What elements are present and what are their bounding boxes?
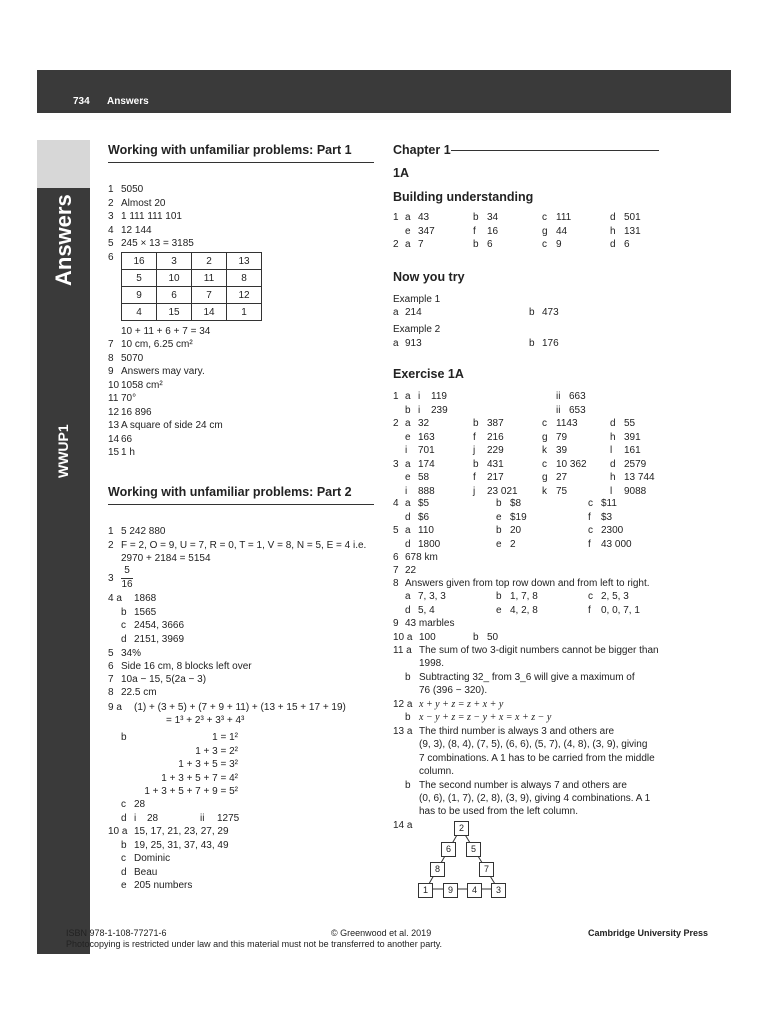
answer-cell: b xyxy=(473,212,479,223)
answer-cell: 34 xyxy=(487,212,499,223)
answer-cell: b xyxy=(473,418,479,429)
answer-cell: c xyxy=(542,239,547,250)
answer-cell: f xyxy=(473,472,476,483)
list-item-text: 1868 xyxy=(134,593,157,604)
answer-cell: $5 xyxy=(418,498,430,509)
q11b-text: Subtracting 32_ from 3_6 will give a maximum of xyxy=(419,672,635,683)
answer-cell: 5 xyxy=(393,525,399,536)
sum-line: 1 + 3 = 2² xyxy=(195,745,238,757)
answer-cell: 176 xyxy=(542,338,559,349)
table-row xyxy=(122,287,262,304)
table-cell: 16 xyxy=(122,253,157,270)
sidebar-tab xyxy=(37,140,90,188)
answer-cell: f xyxy=(588,511,591,523)
answer-cell: e xyxy=(496,604,502,616)
answer-cell: 701 xyxy=(418,445,435,456)
ex2-label: Example 2 xyxy=(393,324,441,335)
q11b-text2: 76 (396 − 320). xyxy=(419,685,488,696)
q13a-label: 13 a xyxy=(393,726,413,737)
triangle-box: 3 xyxy=(491,883,506,898)
answer-cell: a xyxy=(405,212,411,223)
answer-cell: $3 xyxy=(601,511,613,523)
list-item-text: Almost 20 xyxy=(121,197,166,209)
answer-cell: 239 xyxy=(431,404,448,416)
triangle-box: 1 xyxy=(418,883,433,898)
chapter-rule xyxy=(451,150,659,151)
p2-q5-text: 34% xyxy=(121,648,142,659)
answer-cell: d xyxy=(610,212,616,223)
answer-cell: 10 362 xyxy=(556,458,587,470)
p2-q9d-text: 28 xyxy=(147,813,159,824)
answer-cell: 2 xyxy=(510,538,516,550)
list-item-label: b xyxy=(121,839,127,851)
answer-cell: 347 xyxy=(418,225,435,237)
answer-cell: e xyxy=(496,511,502,523)
answer-cell: e xyxy=(405,431,411,443)
answer-cell: d xyxy=(610,418,616,429)
table-row xyxy=(122,253,262,270)
list-item-text: A square of side 24 cm xyxy=(121,420,223,431)
answer-cell: 13 744 xyxy=(624,472,655,483)
answer-cell: 32 xyxy=(418,418,430,429)
header-section: Answers xyxy=(107,96,149,107)
answer-cell: 431 xyxy=(487,458,504,470)
answer-cell: 1800 xyxy=(418,538,441,550)
triangle-box: 5 xyxy=(466,842,481,857)
q7-text: 22 xyxy=(405,565,417,576)
answer-cell: i xyxy=(405,485,408,497)
p2-q6-text: Side 16 cm, 8 blocks left over xyxy=(121,661,252,672)
p2-q6-num: 6 xyxy=(108,661,114,672)
table-cell: 10 xyxy=(157,270,192,287)
answer-cell: 16 xyxy=(487,225,499,237)
answer-cell: 387 xyxy=(487,418,504,429)
answer-cell: $11 xyxy=(601,498,617,509)
triangle-box: 4 xyxy=(467,883,482,898)
q13b-text2: (0, 6), (1, 7), (2, 8), (3, 9), giving 4 combinations. A 1 xyxy=(419,793,651,804)
answer-cell: c xyxy=(542,458,547,470)
table-row xyxy=(122,270,262,287)
list-item-text: 1 111 111 101 xyxy=(121,211,182,222)
sum-line: 1 + 3 + 5 + 7 = 4² xyxy=(161,772,238,784)
list-item-label: c xyxy=(121,620,126,631)
list-item-label: c xyxy=(121,853,126,864)
answer-cell: b xyxy=(496,591,502,602)
answer-cell: 110 xyxy=(418,525,434,536)
list-item-text: 5050 xyxy=(121,184,144,195)
answer-cell: 913 xyxy=(405,338,422,349)
p2-q9a-label: 9 a xyxy=(108,702,122,713)
list-item-label: d xyxy=(121,866,127,878)
table-cell: 15 xyxy=(157,304,192,321)
answer-cell: 4 xyxy=(393,498,399,509)
answer-cell: f xyxy=(588,538,591,550)
footer-publisher: Cambridge University Press xyxy=(588,928,709,938)
magic-square xyxy=(121,252,262,321)
answer-cell: c xyxy=(588,591,593,602)
answer-cell: f xyxy=(588,604,591,616)
page-number: 734 xyxy=(73,96,90,107)
sidebar-answers-label: Answers xyxy=(51,194,76,286)
table-cell: 7 xyxy=(192,287,227,304)
answer-cell: c xyxy=(542,418,547,429)
answer-cell: $6 xyxy=(418,511,430,523)
answer-cell: a xyxy=(405,458,411,470)
list-item-text: 19, 25, 31, 37, 43, 49 xyxy=(134,839,229,851)
answer-cell: 9 xyxy=(556,239,562,250)
answer-cell: f xyxy=(473,431,476,443)
triangle-box: 6 xyxy=(441,842,456,857)
list-item-number: 11 xyxy=(108,393,119,404)
p2-q2-text: F = 2, O = 9, U = 7, R = 0, T = 1, V = 8, N = 5, E = 4 i.e. xyxy=(121,540,367,551)
answer-cell: 58 xyxy=(418,472,430,483)
answer-cell: 5, 4 xyxy=(418,604,435,616)
answer-cell: ii xyxy=(556,391,561,402)
answer-cell: j xyxy=(473,445,476,456)
list-item-text: 245 × 13 = 3185 xyxy=(121,238,194,249)
answer-cell: d xyxy=(405,604,411,616)
answer-cell: a xyxy=(405,391,411,402)
list-item-text: 1565 xyxy=(134,606,157,618)
answer-cell: 161 xyxy=(624,445,641,456)
sum-line: 1 + 3 + 5 + 7 + 9 = 5² xyxy=(144,786,238,797)
table-cell: 4 xyxy=(122,304,157,321)
answer-cell: b xyxy=(529,307,535,318)
answer-cell: h xyxy=(610,225,616,237)
p2-q7-num: 7 xyxy=(108,674,114,685)
p2-q1-num: 1 xyxy=(108,526,114,537)
list-item-text: 1 h xyxy=(121,447,135,458)
answer-cell: 217 xyxy=(487,472,504,483)
q14-label: 14 a xyxy=(393,820,413,831)
q13a-text2: (9, 3), (8, 4), (7, 5), (6, 6), (5, 7), (4, 8), (3, 9), giving xyxy=(419,739,648,750)
answer-cell: 1, 7, 8 xyxy=(510,591,538,602)
list-item-text: Dominic xyxy=(134,853,171,864)
list-item-text: 10 cm, 6.25 cm² xyxy=(121,339,193,350)
list-item-number: 14 xyxy=(108,433,120,445)
answer-cell: 131 xyxy=(624,225,641,237)
p2-q9b-label: b xyxy=(121,732,127,743)
answer-cell: a xyxy=(405,525,411,536)
answer-cell: d xyxy=(610,458,616,470)
answer-cell: a xyxy=(405,498,411,509)
p2-q2-text2: 2970 + 2184 = 5154 xyxy=(121,553,211,564)
p2-q3-numerator: 5 xyxy=(124,565,130,576)
part2-title: Working with unfamiliar problems: Part 2 xyxy=(108,485,352,499)
answer-cell: 1143 xyxy=(556,418,578,429)
list-item-number: 12 xyxy=(108,406,120,418)
answer-cell: c xyxy=(542,212,547,223)
list-item-number: 3 xyxy=(108,211,114,222)
q11a-text2: 1998. xyxy=(419,658,445,669)
q12a-label: 12 a xyxy=(393,699,413,710)
footer-isbn: ISBN 978-1-108-77271-6 xyxy=(66,928,167,938)
answer-cell: b xyxy=(496,525,502,536)
p2-q8-num: 8 xyxy=(108,687,114,698)
answer-cell: a xyxy=(393,338,399,349)
answer-cell: 43 xyxy=(418,212,430,223)
q10-label: 10 a xyxy=(393,632,413,643)
sum-line: 1 + 3 + 5 = 3² xyxy=(178,759,238,770)
list-item-label: e xyxy=(121,880,127,891)
list-item-number: 5 xyxy=(108,238,114,249)
answer-cell: l xyxy=(610,445,613,456)
q10-a: 100 xyxy=(419,632,436,643)
answer-cell: e xyxy=(405,225,411,237)
answer-cell: g xyxy=(542,225,548,237)
q12b-label: b xyxy=(405,712,411,723)
answer-cell: c xyxy=(588,525,593,536)
q6-num: 6 xyxy=(393,552,399,563)
answer-cell: 7 xyxy=(418,239,424,250)
answer-cell: 75 xyxy=(556,485,568,497)
answer-cell: e xyxy=(405,472,411,483)
answer-cell: 55 xyxy=(624,418,636,429)
list-item-text: Beau xyxy=(134,866,158,878)
table-cell: 5 xyxy=(122,270,157,287)
ex-title: Exercise 1A xyxy=(393,367,464,381)
table-cell: 1 xyxy=(227,304,262,321)
sidebar xyxy=(37,188,90,954)
answer-cell: a xyxy=(393,307,399,318)
p2-q9d-i: i xyxy=(134,813,137,824)
q11a-text: The sum of two 3-digit numbers cannot be bigger than xyxy=(419,645,659,656)
answer-cell: 501 xyxy=(624,212,641,223)
triangle-box: 7 xyxy=(479,862,494,877)
answer-cell: k xyxy=(542,485,547,497)
answer-cell: a xyxy=(405,418,411,429)
list-item-text: 205 numbers xyxy=(134,880,193,891)
header-bar xyxy=(37,70,731,113)
answer-cell: d xyxy=(610,239,616,250)
answer-cell: a xyxy=(405,591,411,602)
table-cell: 3 xyxy=(157,253,192,270)
answer-cell: 119 xyxy=(431,391,447,402)
magic-sum: 10 + 11 + 6 + 7 = 34 xyxy=(121,326,211,337)
table-cell: 6 xyxy=(157,287,192,304)
answer-cell: 473 xyxy=(542,307,559,318)
q13b-label: b xyxy=(405,780,411,791)
q11b-label: b xyxy=(405,672,411,683)
answer-cell: h xyxy=(610,472,616,483)
answer-cell: 7, 3, 3 xyxy=(418,591,446,602)
list-item-number: 7 xyxy=(108,339,114,350)
list-item-label: d xyxy=(121,633,127,645)
answer-cell: b xyxy=(473,458,479,470)
answer-cell: 391 xyxy=(624,431,641,443)
q6-text: 678 km xyxy=(405,552,438,563)
answer-cell: e xyxy=(496,538,502,550)
list-item-label: 4 a xyxy=(108,593,122,604)
p2-q7-text: 10a − 15, 5(2a − 3) xyxy=(121,674,207,685)
sum-line: 1 = 1² xyxy=(212,732,238,743)
answer-cell: 2300 xyxy=(601,525,624,536)
answer-cell: c xyxy=(588,498,593,509)
answer-cell: d xyxy=(405,511,411,523)
table-cell: 14 xyxy=(192,304,227,321)
list-item-text: 70° xyxy=(121,393,137,404)
p2-q9c-text: 28 xyxy=(134,799,146,810)
triangle-box: 2 xyxy=(454,821,469,836)
q7-num: 7 xyxy=(393,565,399,576)
answer-cell: 43 000 xyxy=(601,538,632,550)
list-item-text: 15, 17, 21, 23, 27, 29 xyxy=(134,826,229,837)
list-item-text: 2151, 3969 xyxy=(134,633,185,645)
list-item-text: 2454, 3666 xyxy=(134,620,185,631)
q13b-text3: has to be used from the left column. xyxy=(419,806,578,817)
answer-cell: 653 xyxy=(569,404,586,416)
list-item-number: 9 xyxy=(108,366,114,377)
list-item-text: 1058 cm² xyxy=(121,379,163,391)
answer-cell: 0, 0, 7, 1 xyxy=(601,604,640,616)
answer-cell: 214 xyxy=(405,307,422,318)
list-item-number: 8 xyxy=(108,352,114,364)
answer-cell: 4, 2, 8 xyxy=(510,604,538,616)
list-item-number: 10 xyxy=(108,379,120,391)
table-row xyxy=(122,304,262,321)
answer-cell: 2 xyxy=(393,239,399,250)
answer-cell: 23 021 xyxy=(487,485,518,497)
triangle-box: 8 xyxy=(430,862,445,877)
q13a-text4: column. xyxy=(419,766,455,777)
list-item-number: 15 xyxy=(108,447,120,458)
list-item-number: 1 xyxy=(108,184,114,195)
table-cell: 2 xyxy=(192,253,227,270)
answer-cell: b xyxy=(405,404,411,416)
bu-title: Building understanding xyxy=(393,190,534,204)
answer-cell: l xyxy=(610,485,613,497)
list-item-label: b xyxy=(121,606,127,618)
answer-cell: b xyxy=(529,338,535,349)
answer-cell: j xyxy=(473,485,476,497)
q9-num: 9 xyxy=(393,618,399,629)
q13a-text3: 7 combinations. A 1 has to be carried from the middle xyxy=(419,753,655,764)
answer-cell: 1 xyxy=(393,212,399,223)
p2-q2-num: 2 xyxy=(108,540,114,551)
list-item-label: 10 a xyxy=(108,826,128,837)
answer-cell: 2, 5, 3 xyxy=(601,591,629,602)
answer-cell: b xyxy=(473,239,479,250)
q10-b-label: b xyxy=(473,632,479,643)
answer-cell: $19 xyxy=(510,511,527,523)
answer-cell: i xyxy=(418,404,421,416)
sidebar-wwup1-label: WWUP1 xyxy=(55,424,71,478)
p2-q9d-label: d xyxy=(121,813,127,824)
answer-cell: 888 xyxy=(418,485,435,497)
answer-cell: 663 xyxy=(569,391,586,402)
list-item-text: 66 xyxy=(121,433,133,445)
answer-cell: b xyxy=(496,498,502,509)
answer-cell: 27 xyxy=(556,472,568,483)
p2-q1-text: 5 242 880 xyxy=(121,526,166,537)
footer-notice: Photocopying is restricted under law and this material must not be transferred to another party. xyxy=(66,939,443,949)
triangle-box: 9 xyxy=(443,883,458,898)
answer-cell: 111 xyxy=(556,212,572,223)
part2-rule xyxy=(108,504,374,505)
answer-cell: k xyxy=(542,445,547,456)
answer-cell: g xyxy=(542,472,548,483)
p2-q3-denominator: 16 xyxy=(121,579,133,590)
answer-cell: 3 xyxy=(393,458,399,470)
list-item-text: 5070 xyxy=(121,352,144,364)
answer-cell: 6 xyxy=(487,239,493,250)
q12a-text: x + y + z = z + x + y xyxy=(419,699,504,710)
p2-q9d-ii: ii xyxy=(200,813,205,824)
answer-cell: f xyxy=(473,225,476,237)
p2-q8-text: 22.5 cm xyxy=(121,687,157,698)
answer-cell: 20 xyxy=(510,525,522,536)
chapter-title: Chapter 1 xyxy=(393,143,451,157)
answer-cell: 163 xyxy=(418,431,435,443)
answer-cell: $8 xyxy=(510,498,522,509)
answer-cell: 44 xyxy=(556,225,568,237)
list-item-number: 6 xyxy=(108,251,114,263)
list-item-text: 16 896 xyxy=(121,406,152,418)
answer-cell: d xyxy=(405,538,411,550)
p2-q3-num: 3 xyxy=(108,573,114,584)
answer-cell: a xyxy=(405,239,411,250)
answer-cell: 2 xyxy=(393,418,399,429)
q8-num: 8 xyxy=(393,578,399,589)
p2-q9a-text: (1) + (3 + 5) + (7 + 9 + 11) + (13 + 15 + 17 + 19) xyxy=(134,702,346,713)
footer-copyright: © Greenwood et al. 2019 xyxy=(331,928,432,938)
list-item-text: Answers may vary. xyxy=(121,366,205,377)
answer-cell: 6 xyxy=(624,239,630,250)
q13b-text: The second number is always 7 and others are xyxy=(419,780,627,791)
part1-rule xyxy=(108,162,374,163)
q12b-text: x − y + z = z − y + x = x + z − y xyxy=(419,712,552,723)
p2-q9a-text2: = 1³ + 2³ + 3³ + 4³ xyxy=(166,715,245,726)
list-item-text: 12 144 xyxy=(121,224,152,236)
answer-cell: 174 xyxy=(418,458,435,470)
nyt-title: Now you try xyxy=(393,270,465,284)
answer-cell: 39 xyxy=(556,445,568,456)
table-cell: 13 xyxy=(227,253,262,270)
answer-cell: g xyxy=(542,431,548,443)
answer-cell: i xyxy=(405,445,408,456)
answer-cell: 216 xyxy=(487,431,504,443)
answer-cell: 2579 xyxy=(624,458,647,470)
list-item-number: 4 xyxy=(108,224,114,236)
q10-b: 50 xyxy=(487,632,499,643)
ex1-label: Example 1 xyxy=(393,294,441,305)
table-cell: 12 xyxy=(227,287,262,304)
answer-cell: 9088 xyxy=(624,485,647,497)
table-cell: 11 xyxy=(192,270,227,287)
p2-q9d-text2: 1275 xyxy=(217,813,240,824)
list-item-number: 13 xyxy=(108,420,120,431)
answer-cell: 1 xyxy=(393,391,399,402)
q13a-text: The third number is always 3 and others are xyxy=(419,726,615,737)
answer-cell: 229 xyxy=(487,445,504,456)
answer-cell: 79 xyxy=(556,431,568,443)
answer-cell: ii xyxy=(556,404,561,416)
p2-q9c-label: c xyxy=(121,799,126,810)
q9-text: 43 marbles xyxy=(405,618,455,629)
q11a-label: 11 a xyxy=(393,645,412,656)
answer-cell: i xyxy=(418,391,421,402)
q8-text: Answers given from top row down and from left to right. xyxy=(405,578,650,589)
p2-q5-num: 5 xyxy=(108,648,114,659)
table-cell: 8 xyxy=(227,270,262,287)
list-item-number: 2 xyxy=(108,197,114,209)
answer-cell: h xyxy=(610,431,616,443)
section-1a: 1A xyxy=(393,166,409,180)
table-cell: 9 xyxy=(122,287,157,304)
part1-title: Working with unfamiliar problems: Part 1 xyxy=(108,143,352,157)
